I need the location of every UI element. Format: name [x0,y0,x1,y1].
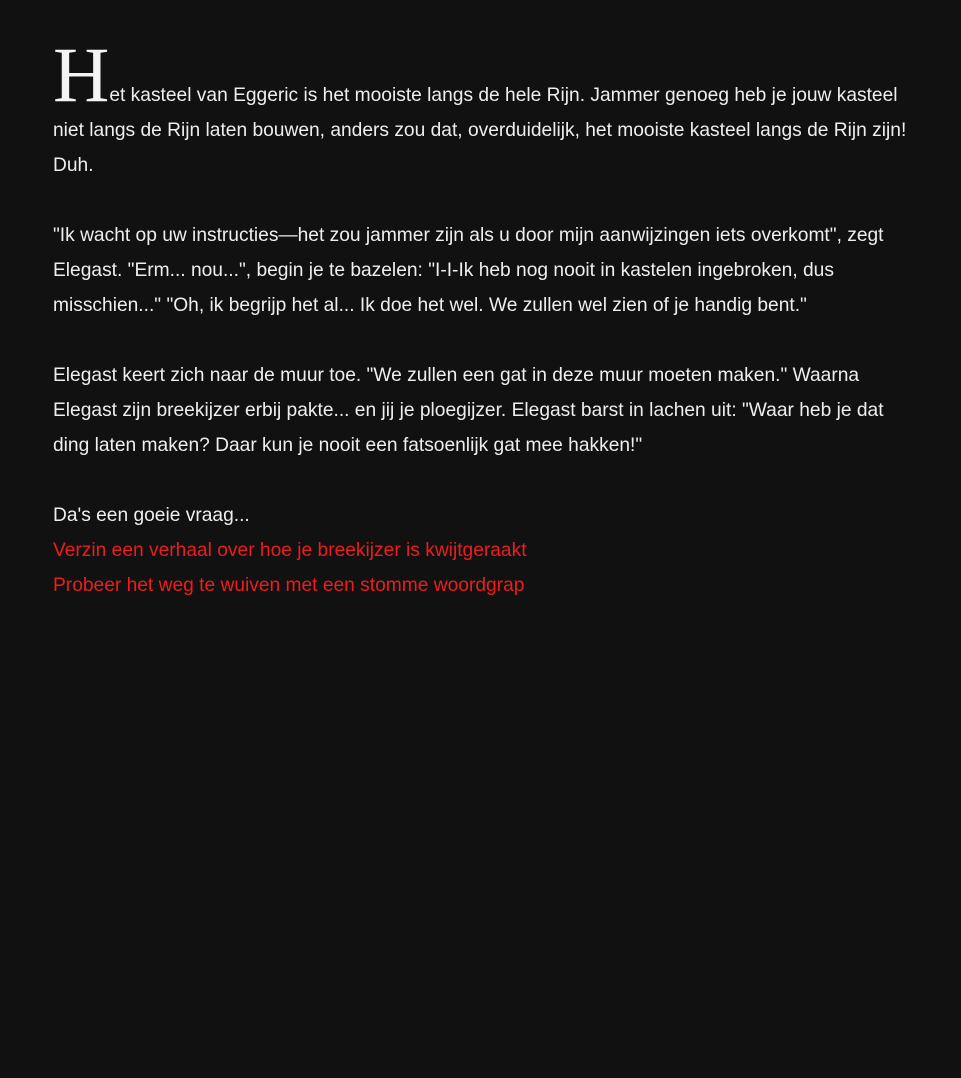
story-paragraph-1 [53,31,915,183]
drop-cap: H [53,31,110,118]
story-paragraph-2: "Ik wacht op uw instructies—het zou jammer zijn als u door mijn aanwijzingen iets overkomt", zegt Elegast. "Erm... nou...", begin je te bazelen: "I-I-Ik heb nog nooit in kastelen ingebroken, dus misschien..." "Oh, ik begrijp het al... Ik doe het wel. We zullen wel zien of je handig bent." [53,225,884,316]
choice-list [53,533,915,603]
story-paragraph-1-text: et kasteel van Eggeric is het mooiste langs de hele Rijn. Jammer genoeg heb je jouw kasteel niet langs de Rijn laten bouwen, anders zou dat, overduidelijk, het mooiste kasteel langs de Rijn zijn! Duh. [53,85,907,176]
choice-link-bad-pun[interactable]: Probeer het weg te wuiven met een stomme woordgrap [53,575,525,596]
story-container [53,31,915,603]
choice-prompt: Da's een goeie vraag... [53,505,250,526]
story-paragraph-3: Elegast keert zich naar de muur toe. "We zullen een gat in deze muur moeten maken." Waarna Elegast zijn breekijzer erbij pakte... en jij je ploegijzer. Elegast barst in lachen uit: "Waar heb je dat ding laten maken? Daar kun je nooit een fatsoenlijk gat mee hakken!" [53,365,884,456]
choice-link-invent-story[interactable]: Verzin een verhaal over hoe je breekijzer is kwijtgeraakt [53,540,527,561]
